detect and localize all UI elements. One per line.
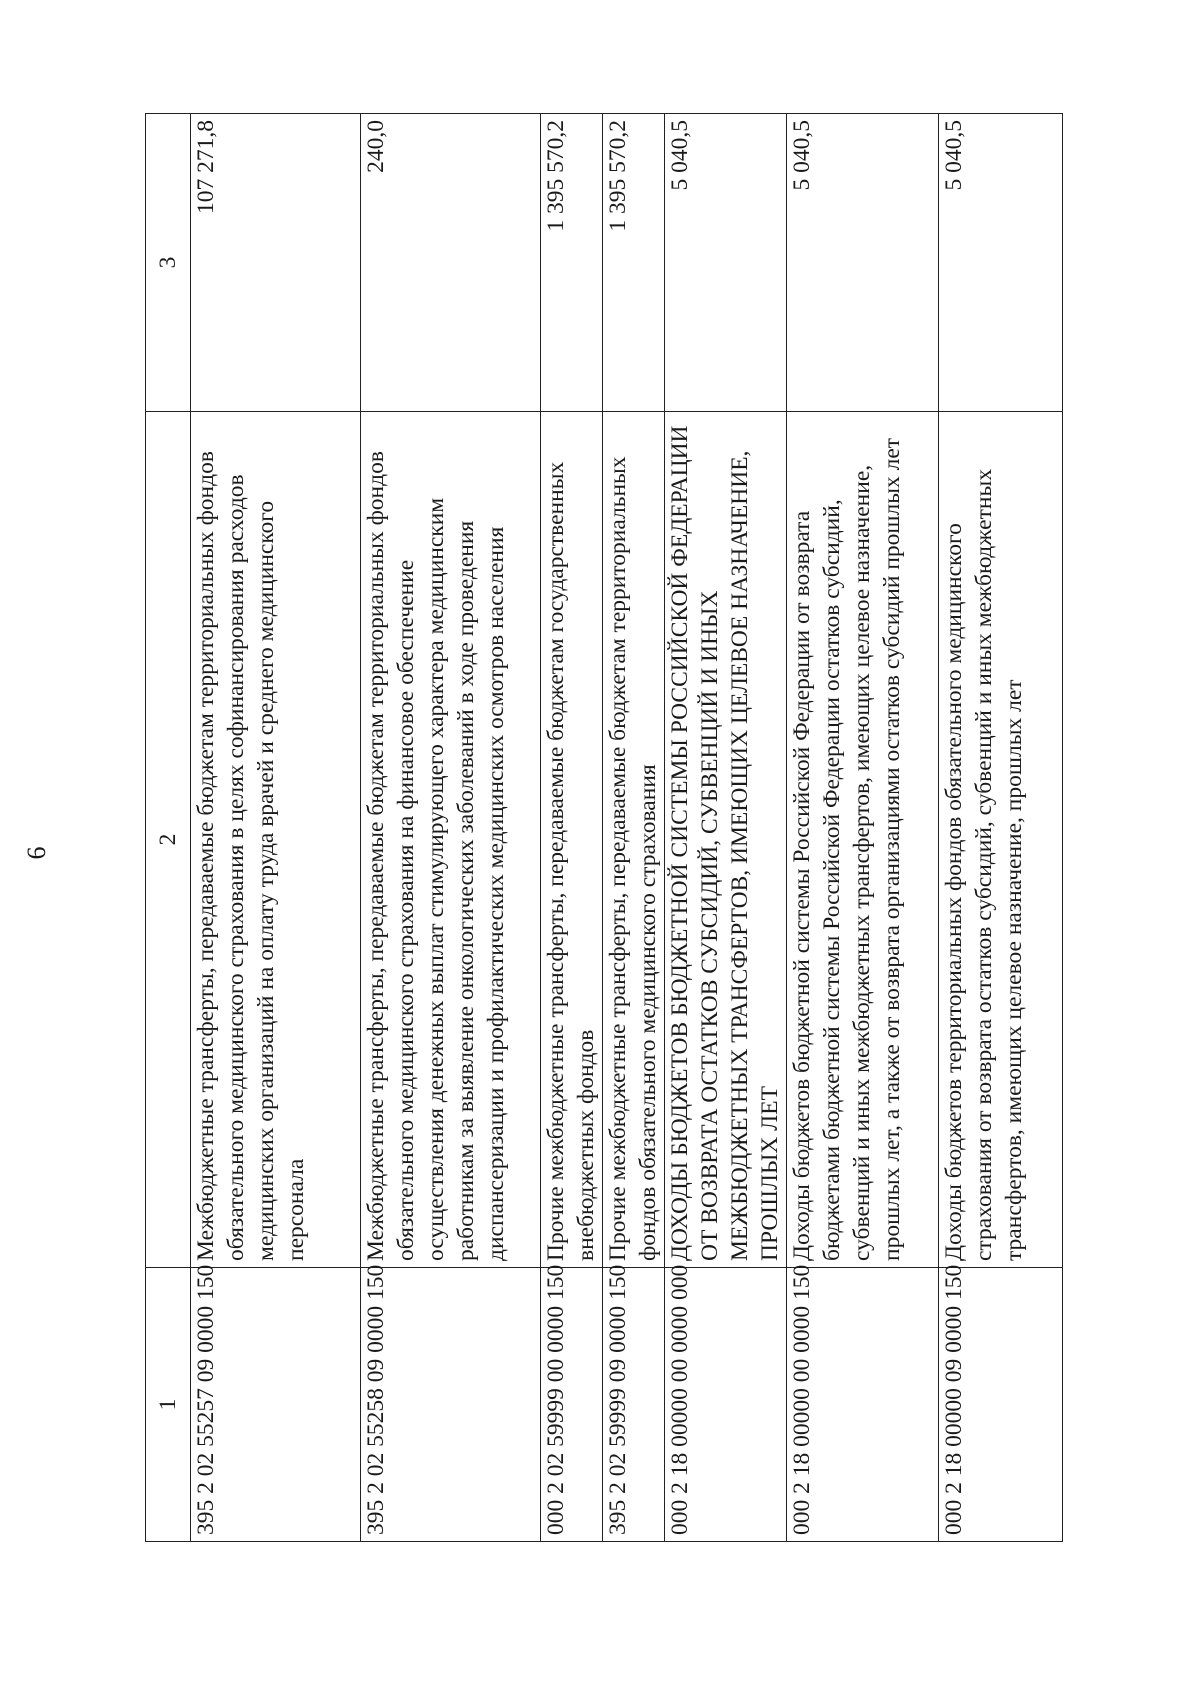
amount: 1 395 570,2	[603, 114, 665, 412]
classification-code: 000 2 02 59999 00 0000 150	[541, 1268, 603, 1542]
rotated-table-container	[145, 114, 1065, 1542]
header-col-3: 3	[146, 114, 191, 412]
table-row	[787, 114, 939, 1542]
income-description: Доходы бюджетов территориальных фондов обязательного медицинского страхования от возврата остатков субсидий, субвенций и иных межбюджетных трансфертов, имеющих целевое назначение, прошлых лет	[939, 412, 1063, 1268]
page-number: 6	[22, 846, 51, 860]
amount: 5 040,5	[665, 114, 787, 412]
table-row	[603, 114, 665, 1542]
header-row	[146, 114, 191, 1542]
table-row	[191, 114, 361, 1542]
header-col-2: 2	[146, 412, 191, 1268]
classification-code: 395 2 02 55258 09 0000 150	[361, 1268, 541, 1542]
income-description: Межбюджетные трансферты, передаваемые бюджетам территориальных фондов обязательного медицинского страхования на финансовое обеспечение осуществления денежных выплат стимулирующего характера медицинским работникам за выявление онкологических заболеваний в ходе проведения диспансеризации и профилактических медицинских осмотров населения	[361, 412, 541, 1268]
classification-code: 000 2 18 00000 00 0000 150	[787, 1268, 939, 1542]
table-row	[939, 114, 1063, 1542]
income-description: Доходы бюджетов бюджетной системы Российской Федерации от возврата бюджетами бюджетной системы Российской Федерации остатков субсидий, субвенций и иных межбюджетных трансфертов, имеющих целевое назначение, прошлых лет, а также от возврата организациями остатков субсидий прошлых лет	[787, 412, 939, 1268]
amount: 107 271,8	[191, 114, 361, 412]
income-table	[145, 113, 1063, 1542]
income-description: Прочие межбюджетные трансферты, передаваемые бюджетам территориальных фондов обязательного медицинского страхования	[603, 412, 665, 1268]
income-description: Прочие межбюджетные трансферты, передаваемые бюджетам государственных внебюджетных фондов	[541, 412, 603, 1268]
amount: 5 040,5	[787, 114, 939, 412]
amount: 1 395 570,2	[541, 114, 603, 412]
classification-code: 395 2 02 55257 09 0000 150	[191, 1268, 361, 1542]
table-row	[541, 114, 603, 1542]
income-description: ДОХОДЫ БЮДЖЕТОВ БЮДЖЕТНОЙ СИСТЕМЫ РОССИЙСКОЙ ФЕДЕРАЦИИ ОТ ВОЗВРАТА ОСТАТКОВ СУБСИДИЙ, СУБВЕНЦИЙ И ИНЫХ МЕЖБЮДЖЕТНЫХ ТРАНСФЕРТОВ, ИМЕЮЩИХ ЦЕЛЕВОЕ НАЗНАЧЕНИЕ, ПРОШЛЫХ ЛЕТ	[665, 412, 787, 1268]
classification-code: 000 2 18 00000 00 0000 000	[665, 1268, 787, 1542]
classification-code: 000 2 18 00000 09 0000 150	[939, 1268, 1063, 1542]
classification-code: 395 2 02 59999 09 0000 150	[603, 1268, 665, 1542]
header-col-1: 1	[146, 1268, 191, 1542]
table-row	[665, 114, 787, 1542]
income-description: Межбюджетные трансферты, передаваемые бюджетам территориальных фондов обязательного медицинского страхования в целях софинансирования расходов медицинских организаций на оплату труда врачей и среднего медицинского персонала	[191, 412, 361, 1268]
amount: 240,0	[361, 114, 541, 412]
table-row	[361, 114, 541, 1542]
amount: 5 040,5	[939, 114, 1063, 412]
